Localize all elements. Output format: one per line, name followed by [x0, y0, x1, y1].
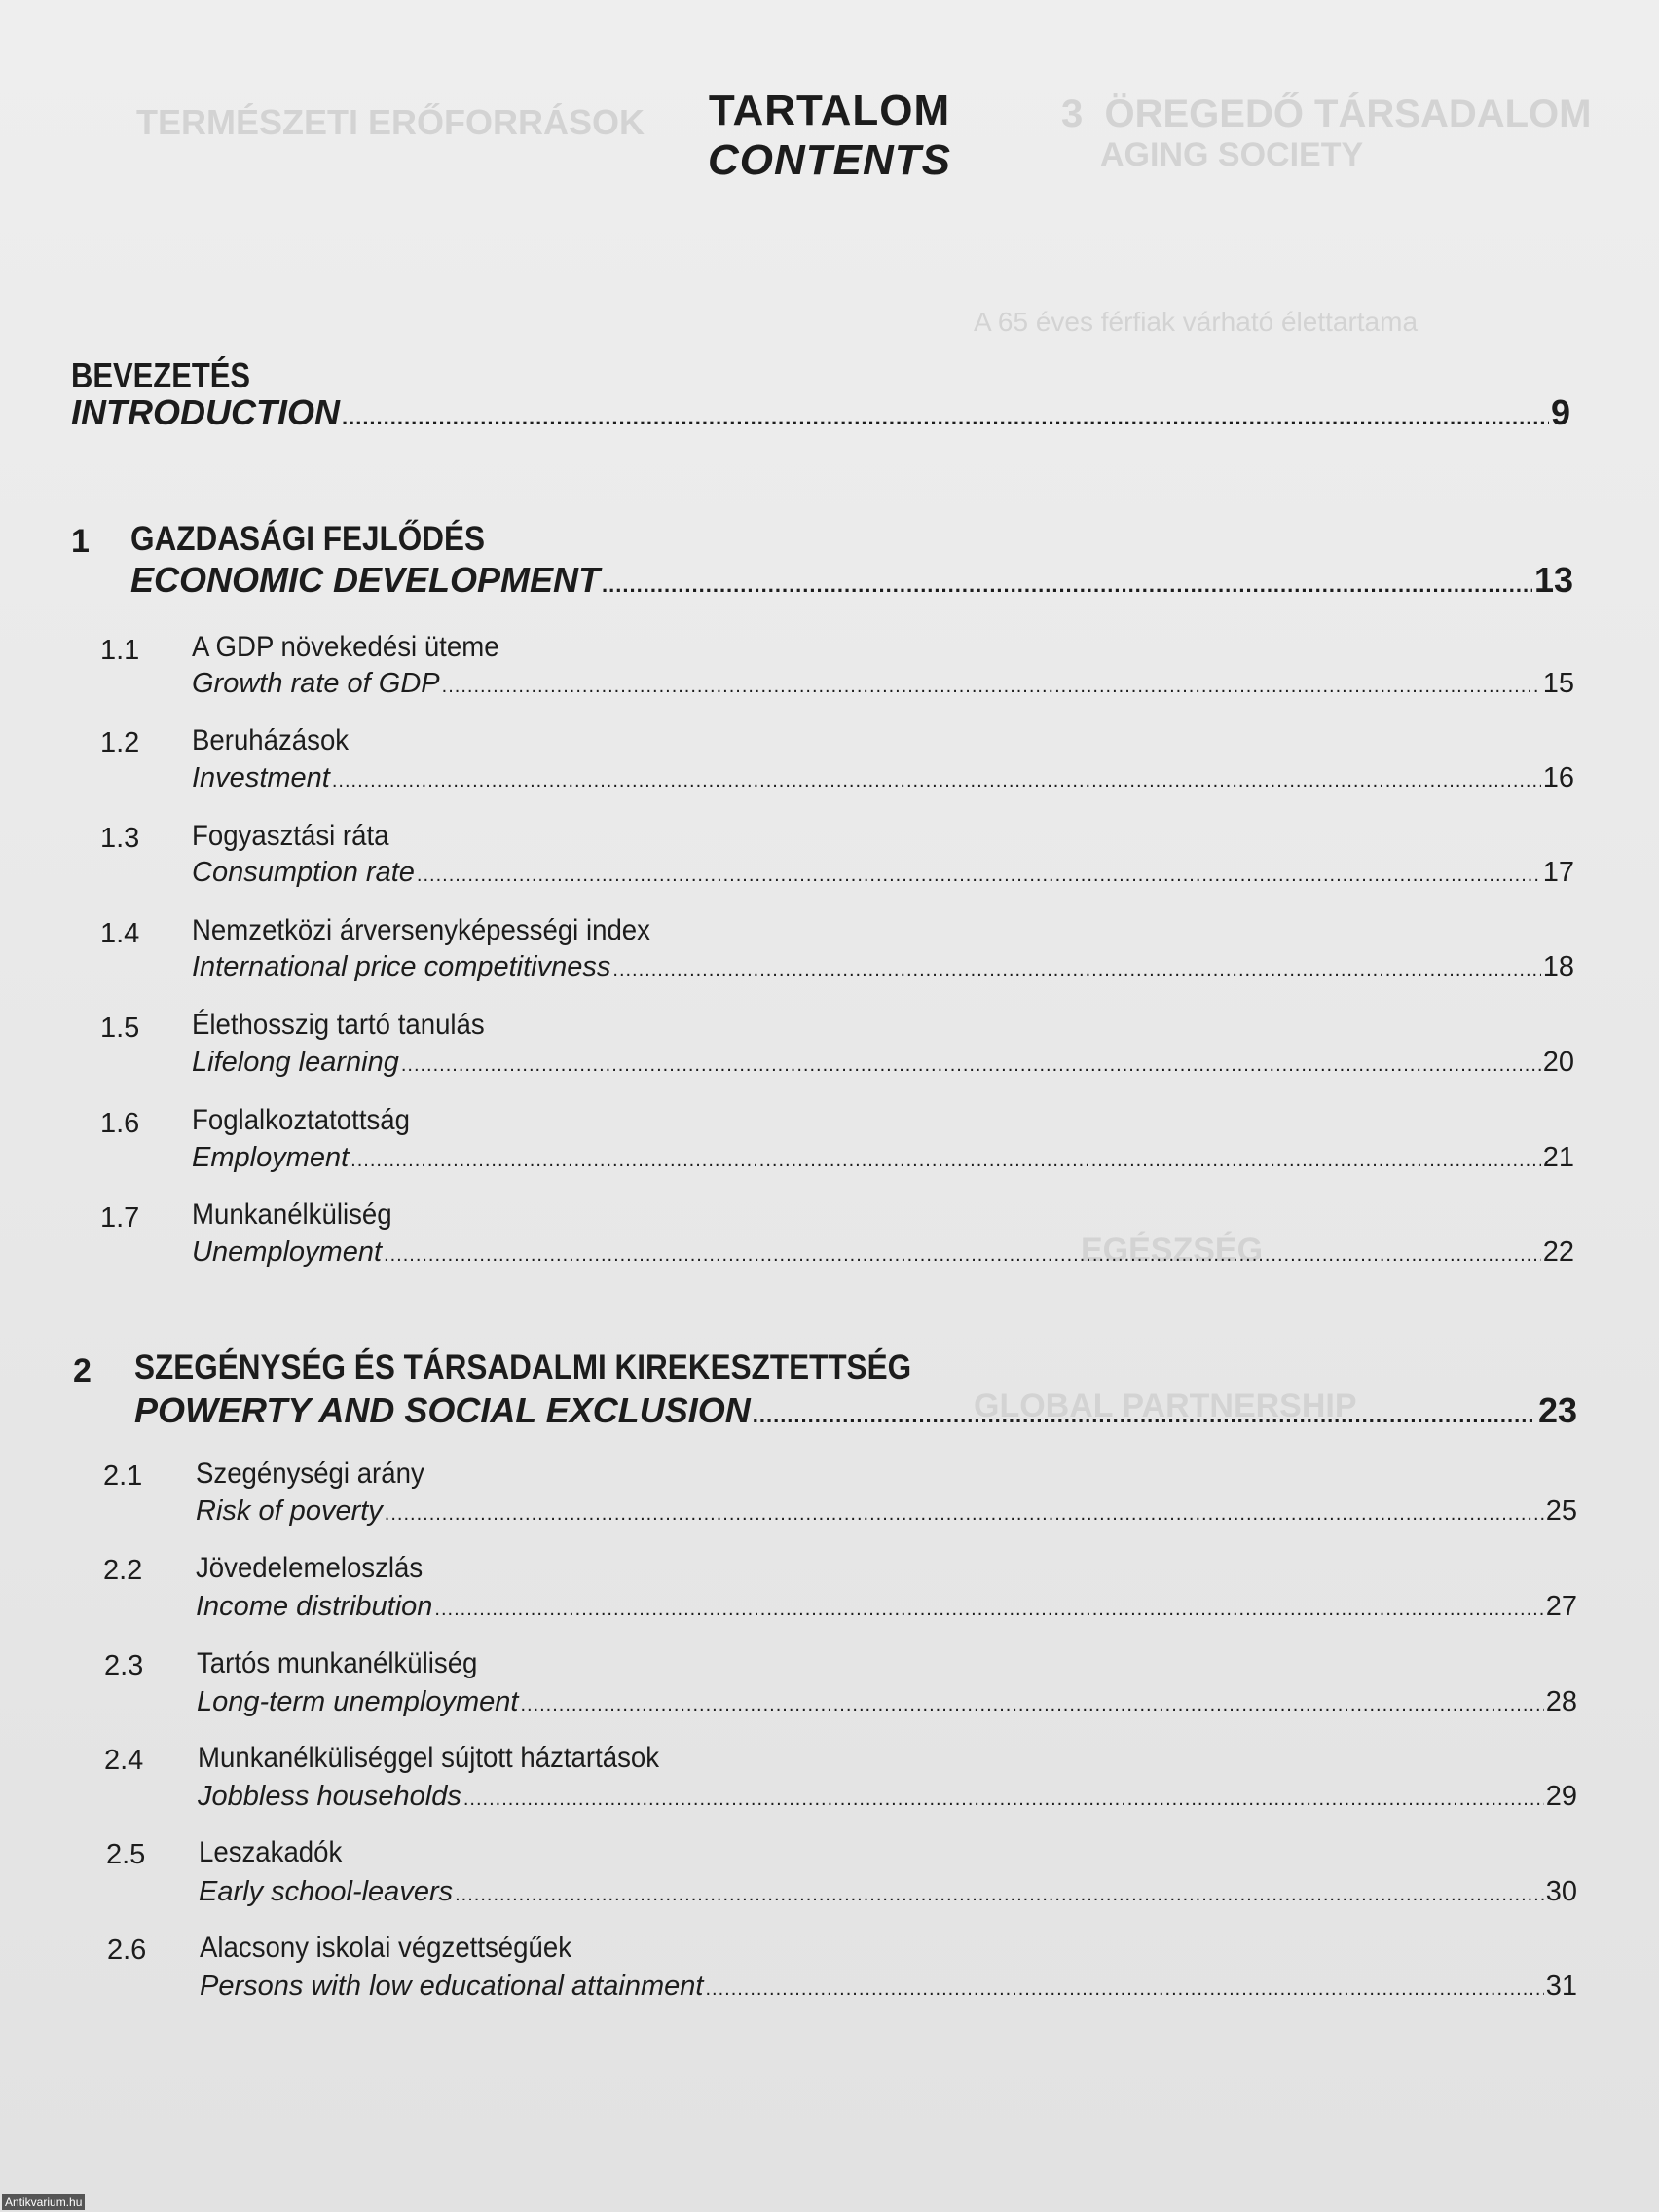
leader-dots — [455, 1884, 1544, 1906]
section-title-hu: Munkanélküliség — [192, 1198, 392, 1231]
section-title-en: Employment — [192, 1142, 350, 1173]
section-number: 1.3 — [100, 823, 140, 854]
toc-entry-chapter-1[interactable] — [130, 560, 1573, 601]
leader-dots — [332, 770, 1541, 793]
leader-dots — [401, 1054, 1541, 1077]
toc-entry-section[interactable] — [192, 1047, 1574, 1079]
section-number: 1.7 — [100, 1202, 140, 1234]
page-number: 13 — [1533, 560, 1573, 600]
page-number: 21 — [1542, 1142, 1574, 1173]
page-number: 23 — [1537, 1390, 1577, 1430]
page-number: 22 — [1542, 1236, 1574, 1268]
document-page: 3 ÖREGEDŐ TÁRSADALOM AGING SOCIETY TERMÉSZETI ERŐFORRÁSOK A 65 éves férfiak várható élettartama EGÉSZSÉG GLOBAL PARTNERSHIP TARTALOM CONTENTS BEVEZETÉS INTRODUCTION ..... 9 1 GAZDASÁGI FEJLŐDÉS ECONOMIC DEVELOPMENT ..... 13 1.1 A GDP növekedési üteme Growth rate of GDP ..... 15 1.2 Beruházások Investment ..... 16 1.3 Fogyasztási ráta Consumption rate ..... 17 1.4 Nemzetközi árversenyképességi index International price competitivness ..... 18 1.5 Élethosszig tartó tanulás Lifelong learning ..... 20 1.6 Foglalkoztatottság Employment ..... 21 1.7 Munkanélküliség Unemployment ..... 22 2 SZEGÉNYSÉG ÉS TÁRSADALMI KIREKESZTETTSÉG POWERTY AND SOCIAL EXCLUSION ..... 23 2.1 Szegénységi arány Risk of poverty ..... 25 2.2 Jövedelemeloszlás Income distribution ..... 27 2.3 Tartós munkanélküliség Long-term unemployment ..... 28 2.4 Munkanélküliséggel sújtott háztartások Jobbless households ..... 29 2.5 Leszakadók Early school-leavers ..... 30 2.6 Alacsony iskolai végzettségűek Persons with low educational attainment ..... 31 Antikvarium.hu — [0, 0, 1659, 2212]
section-title-en: Persons with low educational attainment — [200, 1971, 704, 2002]
page-number: 25 — [1545, 1495, 1577, 1527]
leader-dots — [342, 405, 1549, 430]
section-title-en: Early school-leavers — [199, 1876, 454, 1907]
section-title-en: Risk of poverty — [196, 1495, 383, 1527]
page-number: 29 — [1545, 1781, 1577, 1812]
leader-dots — [385, 1503, 1544, 1526]
leader-dots — [417, 865, 1541, 887]
section-title-en: Income distribution — [196, 1591, 433, 1622]
section-title-en: Growth rate of GDP — [192, 668, 440, 699]
section-title-hu: Nemzetközi árversenyképességi index — [192, 914, 650, 946]
section-title-hu: Tartós munkanélküliség — [197, 1647, 478, 1679]
section-title-en: International price competitivness — [192, 951, 611, 982]
section-number: 1.6 — [100, 1108, 140, 1139]
section-title-en: Jobbless households — [198, 1781, 461, 1812]
leader-dots — [463, 1788, 1544, 1811]
leader-dots — [442, 676, 1541, 698]
page-number: 30 — [1545, 1876, 1577, 1907]
contents-title-hu: TARTALOM — [708, 87, 951, 134]
chapter-number: 2 — [73, 1352, 92, 1389]
section-number: 2.3 — [104, 1650, 144, 1681]
leader-dots — [350, 1150, 1541, 1172]
page-number: 18 — [1542, 951, 1574, 982]
chapter-title-en: POWERTY AND SOCIAL EXCLUSION — [134, 1390, 751, 1430]
page-number: 16 — [1542, 762, 1574, 793]
section-title-en: Investment — [192, 762, 330, 793]
section-number: 1.5 — [100, 1013, 140, 1044]
section-title-en: Lifelong learning — [192, 1047, 399, 1078]
leader-dots — [520, 1694, 1543, 1716]
section-number: 2.1 — [103, 1460, 143, 1492]
section-title-hu: Foglalkoztatottság — [192, 1104, 411, 1136]
section-number: 1.2 — [100, 727, 140, 758]
toc-entry-section[interactable] — [196, 1591, 1577, 1623]
page-number: 28 — [1545, 1686, 1577, 1717]
page-number: 9 — [1550, 392, 1570, 432]
toc-entry-section[interactable] — [192, 857, 1574, 889]
toc-entry-section[interactable] — [192, 1142, 1574, 1174]
section-number: 2.5 — [106, 1839, 146, 1870]
chapter-title-hu: GAZDASÁGI FEJLŐDÉS — [130, 520, 486, 558]
toc-entry-section[interactable] — [196, 1495, 1577, 1528]
chapter-title-en: ECONOMIC DEVELOPMENT — [130, 560, 601, 600]
section-title-hu: Élethosszig tartó tanulás — [192, 1009, 485, 1041]
introduction-title-en: INTRODUCTION — [71, 392, 340, 432]
leader-dots — [612, 959, 1540, 981]
toc-entry-section[interactable] — [199, 1876, 1577, 1908]
toc-entry-introduction[interactable] — [71, 392, 1570, 433]
section-title-hu: Alacsony iskolai végzettségűek — [200, 1932, 572, 1964]
section-number: 2.4 — [104, 1745, 144, 1776]
section-title-hu: Leszakadók — [199, 1836, 343, 1868]
section-title-en: Unemployment — [192, 1236, 383, 1268]
section-title-hu: Beruházások — [192, 724, 350, 756]
toc-entry-section[interactable] — [192, 762, 1574, 794]
page-number: 15 — [1542, 668, 1574, 699]
page-number: 17 — [1542, 857, 1574, 888]
leader-dots — [384, 1244, 1541, 1267]
page-number: 27 — [1545, 1591, 1577, 1622]
section-title-hu: A GDP növekedési üteme — [192, 631, 499, 663]
toc-entry-section[interactable] — [197, 1686, 1577, 1718]
section-title-hu: Munkanélküliséggel sújtott háztartások — [198, 1742, 660, 1774]
toc-entry-section[interactable] — [198, 1781, 1577, 1813]
section-title-hu: Szegénységi arány — [196, 1457, 424, 1490]
contents-title-en: CONTENTS — [708, 136, 951, 184]
introduction-title-hu: BEVEZETÉS — [71, 355, 251, 395]
toc-entry-section[interactable] — [192, 668, 1574, 700]
leader-dots — [602, 572, 1532, 598]
toc-entry-section[interactable] — [192, 1236, 1574, 1269]
section-title-hu: Fogyasztási ráta — [192, 820, 389, 852]
toc-entry-section[interactable] — [192, 951, 1574, 983]
section-number: 1.1 — [100, 635, 140, 666]
section-number: 1.4 — [100, 918, 140, 949]
section-title-hu: Jövedelemeloszlás — [196, 1552, 424, 1584]
section-title-en: Consumption rate — [192, 857, 415, 888]
leader-dots — [753, 1403, 1536, 1428]
chapter-title-hu: SZEGÉNYSÉG ÉS TÁRSADALMI KIREKESZTETTSÉG — [134, 1348, 912, 1386]
watermark: Antikvarium.hu — [2, 2194, 85, 2210]
toc-entry-chapter-2[interactable] — [134, 1390, 1577, 1431]
section-title-en: Long-term unemployment — [197, 1686, 519, 1717]
section-number: 2.2 — [103, 1555, 143, 1586]
section-number: 2.6 — [107, 1935, 147, 1966]
chapter-number: 1 — [71, 523, 90, 560]
leader-dots — [434, 1599, 1543, 1621]
page-number: 20 — [1542, 1047, 1574, 1078]
toc-entry-section[interactable] — [200, 1971, 1577, 2003]
page-number: 31 — [1545, 1971, 1577, 2002]
leader-dots — [705, 1978, 1543, 2001]
